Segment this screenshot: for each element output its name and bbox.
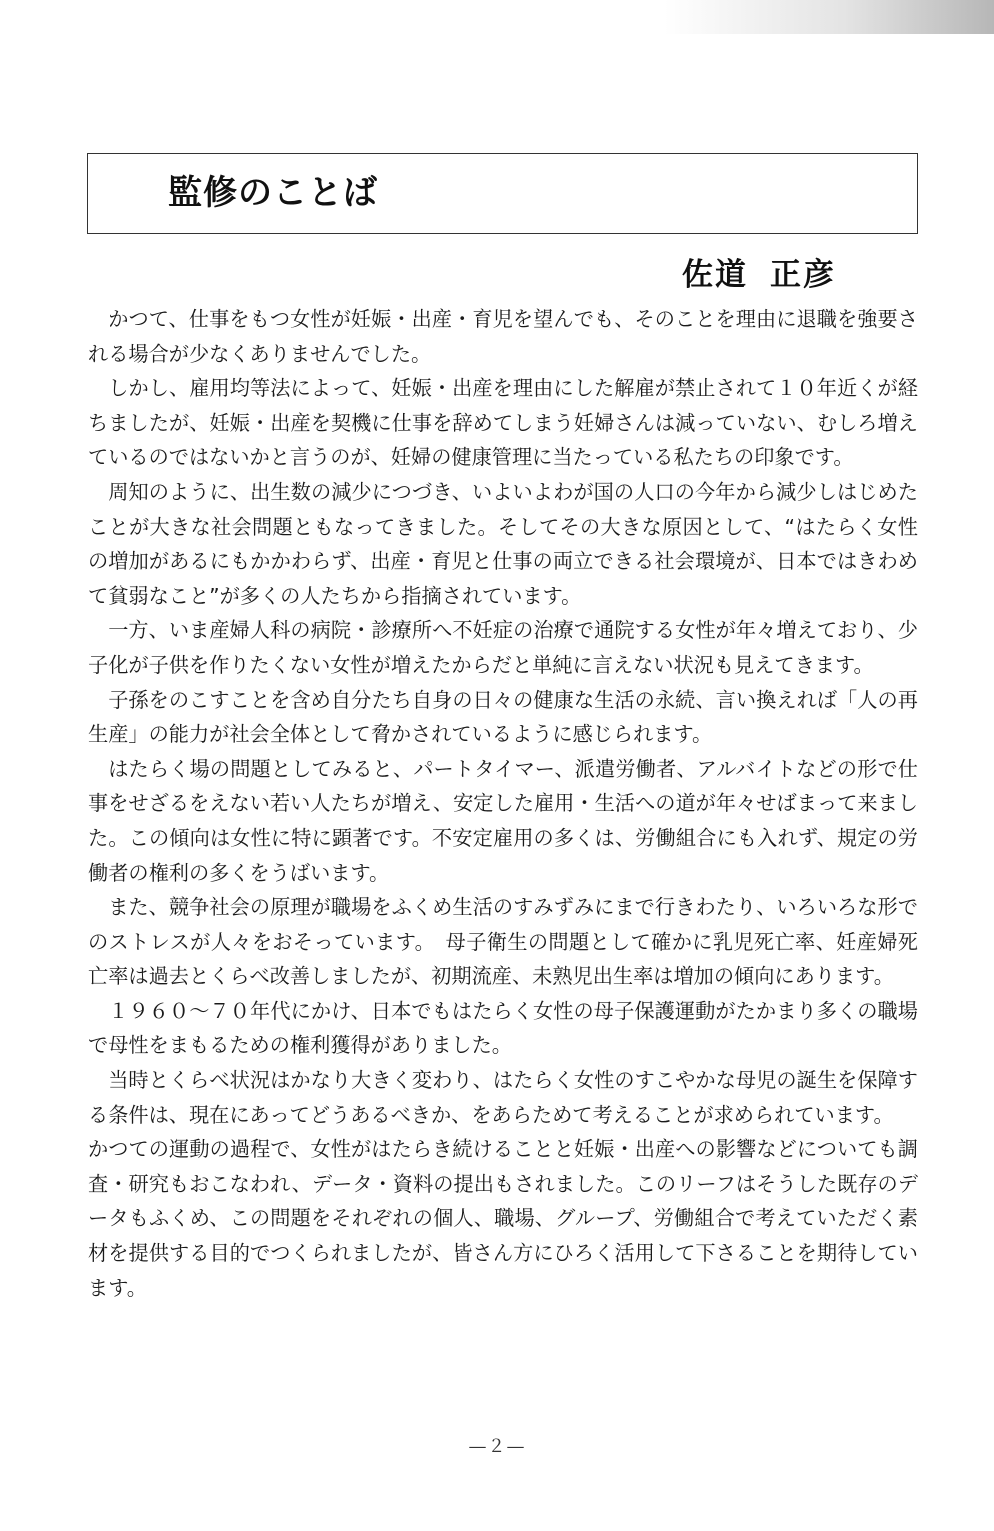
paragraph: はたらく場の問題としてみると、パートタイマー、派遣労働者、アルバイトなどの形で仕事をせざるをえない若い人たちが増え、安定した雇用・生活への道が年々せばまって来ました。この傾向は女性に特に顕著です。不安定雇用の多くは、労働組合にも入れず、規定の労働者の権利の多くをうばいます。 <box>88 756 918 885</box>
paragraph: しかし、雇用均等法によって、妊娠・出産を理由にした解雇が禁止されて１０年近くが経ちましたが、妊娠・出産を契機に仕事を辞めてしまう妊婦さんは減っていない、むしろ増えているのではないかと言うのが、妊婦の健康管理に当たっている私たちの印象です。 <box>88 376 918 470</box>
paragraph: かつての運動の過程で、女性がはたらき続けることと妊娠・出産への影響などについても調査・研究もおこなわれ、データ・資料の提出もされました。このリーフはそうした既存のデータもふくめ、この問題をそれぞれの個人、職場、グループ、労働組合で考えていただく素材を提供する目的でつくられましたが、皆さん方にひろく活用して下さることを期待しています。 <box>88 1137 918 1300</box>
body-text <box>88 302 918 1305</box>
paragraph: 子孫をのこすことを含め自分たち自身の日々の健康な生活の永続、言い換えれば「人の再生産」の能力が社会全体として脅かされているように感じられます。 <box>88 687 918 747</box>
paragraph: 一方、いま産婦人科の病院・診療所へ不妊症の治療で通院する女性が年々増えており、少子化が子供を作りたくない女性が増えたからだと単純に言えない状況も見えてきます。 <box>88 618 918 677</box>
author-given-name: 正彦 <box>770 257 836 293</box>
author-name <box>682 255 836 295</box>
paragraph: 当時とくらべ状況はかなり大きく変わり、はたらく女性のすこやかな母児の誕生を保障する条件は、現在にあってどうあるべきか、をあらためて考えることが求められています。 <box>88 1068 918 1127</box>
title-frame <box>87 153 918 234</box>
page-title: 監修のことば <box>168 173 378 213</box>
scan-edge-shadow <box>664 0 994 34</box>
author-family-name: 佐道 <box>682 257 748 293</box>
paragraph: かつて、仕事をもつ女性が妊娠・出産・育児を望んでも、そのことを理由に退職を強要される場合が少なくありませんでした。 <box>88 307 918 366</box>
page-number: —２— <box>468 1436 526 1457</box>
paragraph: また、競争社会の原理が職場をふくめ生活のすみずみにまで行きわたり、いろいろな形でのストレスが人々をおそっています。 母子衛生の問題として確かに乳児死亡率、妊産婦死亡率は過去とくらべ改善しましたが、初期流産、未熟児出生率は増加の傾向にあります。 <box>88 895 918 989</box>
paragraph: 周知のように、出生数の減少につづき、いよいよわが国の人口の今年から減少しはじめたことが大きな社会問題ともなってきました。そしてその大きな原因として、“はたらく女性の増加があるにもかかわらず、出産・育児と仕事の両立できる社会環境が、日本ではきわめて貧弱なこと”が多くの人たちから指摘されています。 <box>88 479 918 608</box>
paragraph: １９６０～７０年代にかけ、日本でもはたらく女性の母子保護運動がたかまり多くの職場で母性をまもるための権利獲得がありました。 <box>88 998 918 1058</box>
